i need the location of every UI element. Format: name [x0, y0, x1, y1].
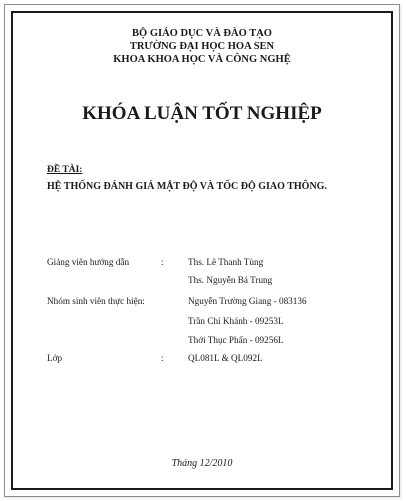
- ministry-name: BỘ GIÁO DỤC VÀ ĐÀO TẠO: [132, 28, 272, 39]
- student-1: Nguyễn Trường Giang - 083136: [188, 296, 307, 306]
- class-value: QL081L & QL092L: [188, 353, 263, 363]
- advisor-colon: :: [161, 257, 164, 267]
- advisor-name-1: Ths. Lê Thanh Tùng: [188, 257, 264, 267]
- advisor-name-2: Ths. Nguyễn Bá Trung: [188, 275, 273, 285]
- advisor-label: Giảng viên hướng dẫn: [47, 257, 130, 267]
- thesis-title: KHÓA LUẬN TỐT NGHIỆP: [82, 103, 322, 124]
- faculty-name: KHOA KHOA HỌC VÀ CÔNG NGHỆ: [113, 54, 291, 65]
- class-label: Lớp: [47, 353, 63, 363]
- topic-label: ĐỀ TÀI:: [47, 165, 83, 175]
- class-colon: :: [161, 353, 164, 363]
- document-page: [4, 4, 400, 497]
- institution-header: [13, 27, 391, 66]
- student-3: Thới Thục Phấn - 09256L: [188, 335, 284, 345]
- topic-title: HỆ THỐNG ĐÁNH GIÁ MẬT ĐỘ VÀ TỐC ĐỘ GIAO THÔNG.: [47, 181, 327, 192]
- page-border-frame: [11, 11, 393, 490]
- student-2: Trần Chí Khánh - 09253L: [188, 316, 284, 326]
- date-text: Tháng 12/2010: [171, 458, 233, 469]
- university-name: TRƯỜNG ĐẠI HỌC HOA SEN: [129, 41, 275, 52]
- students-label: Nhóm sinh viên thực hiện:: [47, 296, 145, 306]
